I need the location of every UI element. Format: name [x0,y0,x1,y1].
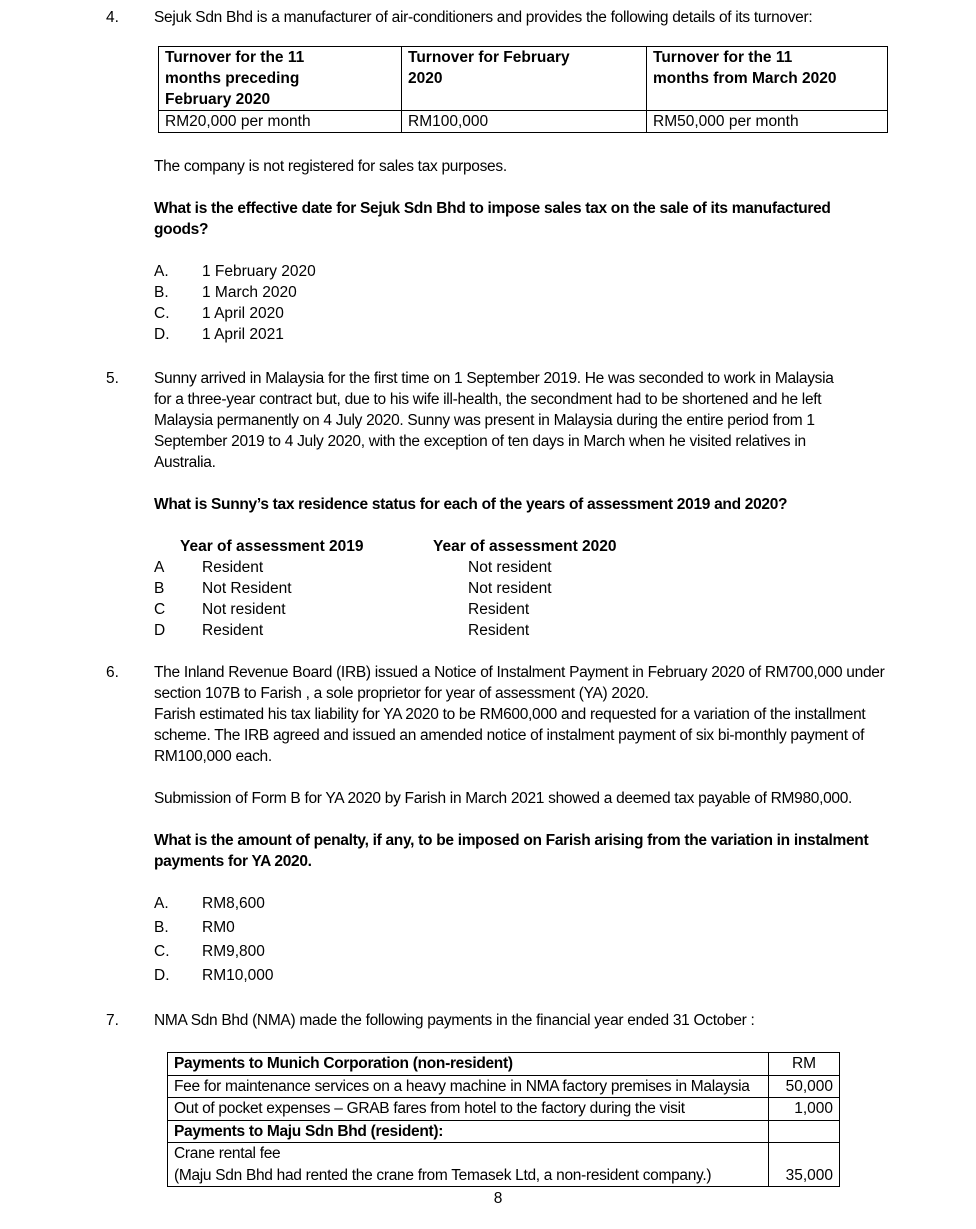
q7-payments-table [167,1052,840,1187]
q5-option-ya2020: Resident [468,601,530,618]
page-number: 8 [493,1190,503,1207]
table-row [159,111,888,133]
table-cell-amount: 35,000 [769,1143,840,1187]
q6-option-letter: A. [154,895,169,912]
q4-option-text: 1 March 2020 [202,284,297,301]
q6-para-line: section 107B to Farish , a sole proprietor for year of assessment (YA) 2020. [154,685,649,702]
q5-para-line: for a three-year contract but, due to his wife ill-health, the secondment had to be shortened and he left [154,391,822,408]
q5-col2-header: Year of assessment 2020 [433,538,617,555]
q4-number: 4. [106,9,119,26]
table-row [168,1075,840,1098]
q5-para-line: Sunny arrived in Malaysia for the first time on 1 September 2019. He was seconded to work in Malaysia [154,370,834,387]
q5-option-ya2020: Not resident [468,580,552,597]
q6-option-letter: D. [154,967,170,984]
q6-para-line: Farish estimated his tax liability for YA 2020 to be RM600,000 and requested for a variation of the installment [154,706,866,723]
table-cell: Payments to Maju Sdn Bhd (resident): [168,1120,769,1143]
q6-option-letter: B. [154,919,169,936]
table-cell-amount [769,1120,840,1143]
q5-option-ya2019: Resident [202,622,264,639]
table-cell [168,1143,769,1187]
table-row [168,1053,840,1076]
table-header-cell: Turnover for the 11 months preceding February 2020 [159,47,402,111]
q6-question-line-2: payments for YA 2020. [154,853,312,870]
q5-option-ya2020: Resident [468,622,530,639]
table-cell: Payments to Munich Corporation (non-resident) [168,1053,769,1076]
q6-para-line: scheme. The IRB agreed and issued an amended notice of instalment payment of six bi-monthly payment of [154,727,865,744]
q6-option-text: RM0 [202,919,235,936]
q4-option-letter: B. [154,284,169,301]
q5-option-letter: B [154,580,165,597]
q4-intro: Sejuk Sdn Bhd is a manufacturer of air-conditioners and provides the following details of its turnover: [154,9,813,26]
table-cell: RM50,000 per month [647,111,888,133]
table-cell-amount: RM [769,1053,840,1076]
q5-question: What is Sunny’s tax residence status for each of the years of assessment 2019 and 2020? [154,496,788,513]
q4-option-letter: C. [154,305,170,322]
q7-number: 7. [106,1012,119,1029]
q5-option-ya2019: Resident [202,559,264,576]
table-header-cell: Turnover for the 11 months from March 2020 [647,47,888,111]
q4-option-text: 1 April 2020 [202,305,284,322]
q6-number: 6. [106,664,119,681]
q4-turnover-table [158,46,888,133]
table-cell: RM100,000 [402,111,647,133]
q4-option-letter: A. [154,263,169,280]
q4-question-line-1: What is the effective date for Sejuk Sdn Bhd to impose sales tax on the sale of its manufactured [154,200,831,217]
q5-option-ya2020: Not resident [468,559,552,576]
table-row [168,1098,840,1121]
q5-option-ya2019: Not resident [202,601,286,618]
q4-option-letter: D. [154,326,170,343]
q6-option-text: RM10,000 [202,967,274,984]
q6-para-line: The Inland Revenue Board (IRB) issued a Notice of Instalment Payment in February 2020 of RM700,000 under [154,664,885,681]
table-cell: Fee for maintenance services on a heavy machine in NMA factory premises in Malaysia [168,1075,769,1098]
q5-number: 5. [106,370,119,387]
table-cell-amount: 50,000 [769,1075,840,1098]
table-header-cell: Turnover for February 2020 [402,47,647,111]
q6-para-line: RM100,000 each. [154,748,272,765]
q4-option-text: 1 April 2021 [202,326,284,343]
q6-note: Submission of Form B for YA 2020 by Farish in March 2021 showed a deemed tax payable of RM980,000. [154,790,853,807]
table-cell: RM20,000 per month [159,111,402,133]
table-cell-line: (Maju Sdn Bhd had rented the crane from Temasek Ltd, a non-resident company.) [174,1166,712,1184]
q5-option-letter: C [154,601,166,618]
q4-option-text: 1 February 2020 [202,263,316,280]
q5-option-letter: A [154,559,165,576]
q6-option-letter: C. [154,943,170,960]
table-row [168,1143,840,1187]
q6-option-text: RM9,800 [202,943,265,960]
q6-question-line-1: What is the amount of penalty, if any, to be imposed on Farish arising from the variation in instalment [154,832,869,849]
q5-col1-header: Year of assessment 2019 [180,538,364,555]
q6-option-text: RM8,600 [202,895,265,912]
q5-para-line: Australia. [154,454,216,471]
q5-option-letter: D [154,622,166,639]
q5-para-line: September 2019 to 4 July 2020, with the exception of ten days in March when he visited relatives in [154,433,806,450]
table-cell-line: Crane rental fee [174,1145,281,1162]
q4-question-line-2: goods? [154,221,209,238]
table-cell-amount: 1,000 [769,1098,840,1121]
q7-intro: NMA Sdn Bhd (NMA) made the following payments in the financial year ended 31 October : [154,1012,755,1029]
q5-option-ya2019: Not Resident [202,580,292,597]
table-header-row [159,47,888,111]
q5-para-line: Malaysia permanently on 4 July 2020. Sunny was present in Malaysia during the entire period from 1 [154,412,815,429]
q4-note: The company is not registered for sales tax purposes. [154,158,507,175]
table-row [168,1120,840,1143]
table-cell: Out of pocket expenses – GRAB fares from hotel to the factory during the visit [168,1098,769,1121]
